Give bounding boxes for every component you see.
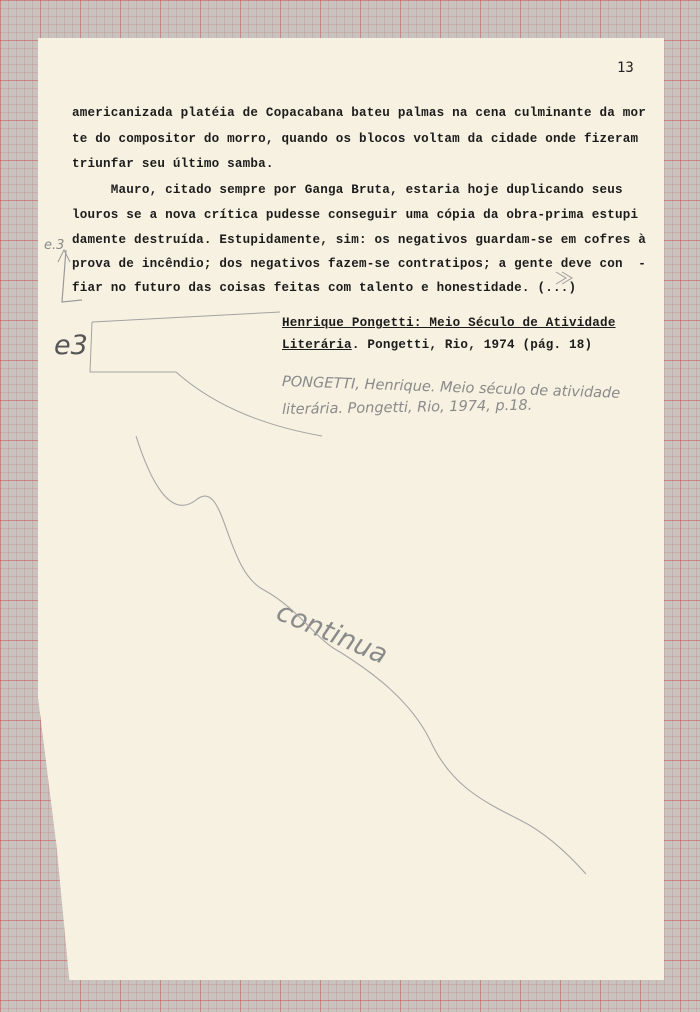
handwritten-continua: continua [271, 596, 393, 671]
margin-note-large: e3 [54, 330, 88, 361]
citation-title: Literária [282, 338, 352, 352]
margin-arrow [58, 250, 70, 262]
margin-bracket [62, 250, 82, 302]
wavy-pencil-line [136, 436, 586, 874]
text-line-6: damente destruída. Estupidamente, sim: os negativos guardam-se em cofres à [72, 233, 647, 247]
citation-line-1: Henrique Pongetti: Meio Século de Atividade [282, 316, 616, 330]
text-line-5: louros se a nova crítica pudesse conseguir uma cópia da obra-prima estupi [72, 208, 639, 222]
page-number: 13 [617, 60, 634, 76]
text-line-2: te do compositor do morro, quando os blocos voltam da cidade onde fizeram [72, 132, 639, 146]
text-line-4: Mauro, citado sempre por Ganga Bruta, estaria hoje duplicando seus [72, 183, 623, 197]
handwritten-reference-2: literária. Pongetti, Rio, 1974, p.18. [281, 397, 533, 418]
text-line-3: triunfar seu último samba. [72, 157, 274, 171]
small-arrow-mark [556, 272, 572, 284]
citation-details: . Pongetti, Rio, 1974 (pág. 18) [351, 338, 593, 352]
text-line-8: fiar no futuro das coisas feitas com talento e honestidade. (...) [72, 281, 577, 295]
text-line-7: prova de incêndio; dos negativos fazem-se contratipos; a gente deve con - [72, 257, 647, 271]
margin-note-small: e.3 [44, 238, 65, 253]
text-line-1: americanizada platéia de Copacabana bateu palmas na cena culminante da mor [72, 106, 647, 120]
citation-outline [90, 312, 322, 436]
handwritten-reference-1: PONGETTI, Henrique. Meio século de atividade [281, 374, 621, 402]
